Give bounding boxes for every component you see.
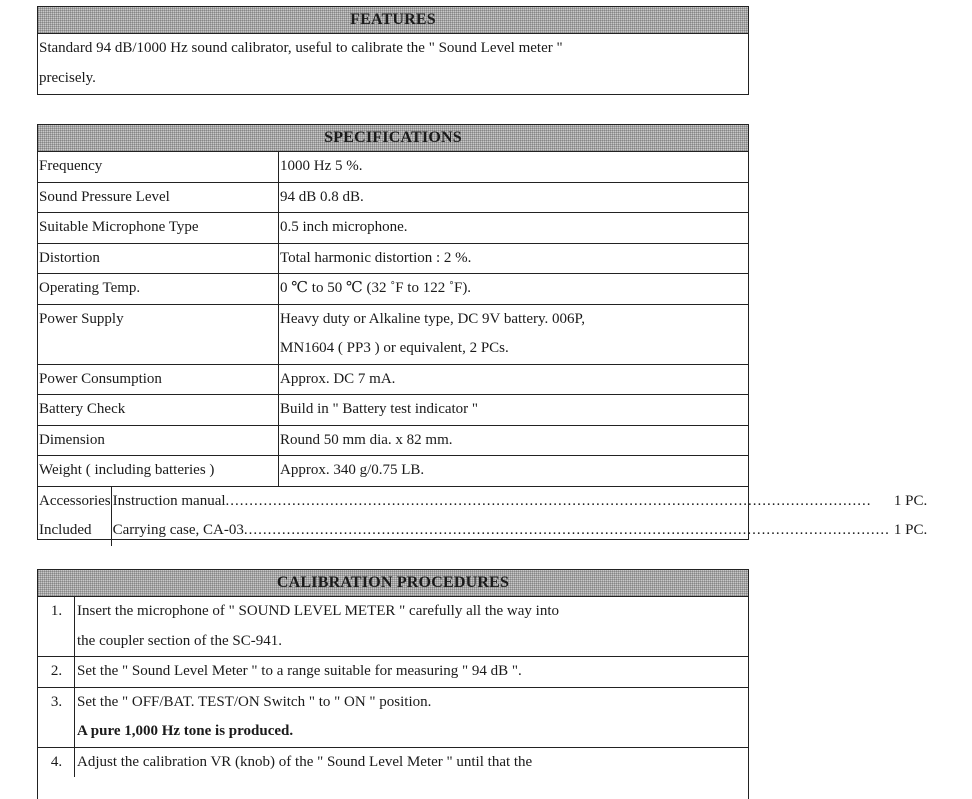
spec-label: Operating Temp. [38, 274, 279, 304]
spec-label: Battery Check [38, 395, 279, 425]
calibration-step [38, 688, 748, 748]
spec-value [112, 487, 972, 546]
features-text: Standard 94 dB/1000 Hz sound calibrator, useful to calibrate the " Sound Level meter " precisely. [39, 40, 563, 86]
specifications-table [37, 124, 928, 540]
calibration-step [38, 597, 748, 657]
spec-label: Power Supply [38, 305, 279, 364]
spec-row [38, 183, 748, 214]
spec-label: Accessories Included [38, 487, 112, 546]
calibration-step [38, 748, 748, 778]
spec-label: Sound Pressure Level [38, 183, 279, 213]
step-number: 1. [38, 597, 75, 656]
spec-row [38, 365, 748, 396]
features-header: FEATURES [38, 7, 748, 34]
spec-value: Build in " Battery test indicator " [280, 401, 479, 417]
spec-row [38, 395, 748, 426]
spec-label: Power Consumption [38, 365, 279, 395]
spec-label: Distortion [38, 244, 279, 274]
spec-label: Suitable Microphone Type [38, 213, 279, 243]
spec-value: 0.5 inch microphone. [280, 219, 408, 235]
spec-value: Round 50 mm dia. x 82 mm. [280, 431, 453, 448]
step-text: Set the " OFF/BAT. TEST/ON Switch " to " ON " position. A pure 1,000 Hz tone is produced. [75, 688, 748, 747]
calibration-table [37, 569, 749, 799]
spec-row [38, 244, 748, 275]
step-number: 3. [38, 688, 75, 747]
spec-row [38, 456, 748, 487]
spec-label: Weight ( including batteries ) [38, 456, 279, 486]
spec-value: 1000 Hz 5 %. [280, 158, 363, 174]
step-note: A pure 1,000 Hz tone is produced. [77, 723, 294, 739]
specifications-header: SPECIFICATIONS [38, 125, 748, 152]
spec-row [38, 274, 748, 305]
spec-row [38, 305, 748, 365]
step-text: Set the " Sound Level Meter " to a range suitable for measuring " 94 dB ". [77, 663, 522, 679]
spec-value: Total harmonic distortion : 2 %. [280, 249, 472, 266]
spec-row-accessories [38, 487, 928, 546]
features-section [37, 6, 749, 95]
spec-row [38, 426, 748, 457]
accessory-item: Instruction manual ..... 1 PC. [113, 487, 972, 517]
spec-label: Frequency [38, 152, 279, 182]
accessory-item: Carrying case, CA-03 ..... 1 PC. [113, 516, 972, 546]
spec-value: Approx. 340 g/0.75 LB. [280, 462, 425, 478]
spec-value: 0 ℃ to 50 ℃ (32 ˚F to 122 ˚F). [280, 280, 472, 296]
spec-value: Heavy duty or Alkaline type, DC 9V battery. 006P, MN1604 ( PP3 ) or equivalent, 2 PCs. [280, 310, 585, 356]
spec-value: 94 dB 0.8 dB. [280, 188, 364, 205]
spec-row [38, 152, 748, 183]
spec-value: Approx. DC 7 mA. [280, 370, 396, 387]
step-text: Adjust the calibration VR (knob) of the " Sound Level Meter " until that the [77, 753, 533, 770]
step-text: Insert the microphone of " SOUND LEVEL METER " carefully all the way into the coupler section of the SC-941. [77, 603, 559, 649]
step-number: 2. [38, 657, 75, 687]
step-number: 4. [38, 748, 75, 778]
calibration-step [38, 657, 748, 688]
spec-row [38, 213, 748, 244]
calibration-header: CALIBRATION PROCEDURES [38, 570, 748, 597]
spec-label: Dimension [38, 426, 279, 456]
